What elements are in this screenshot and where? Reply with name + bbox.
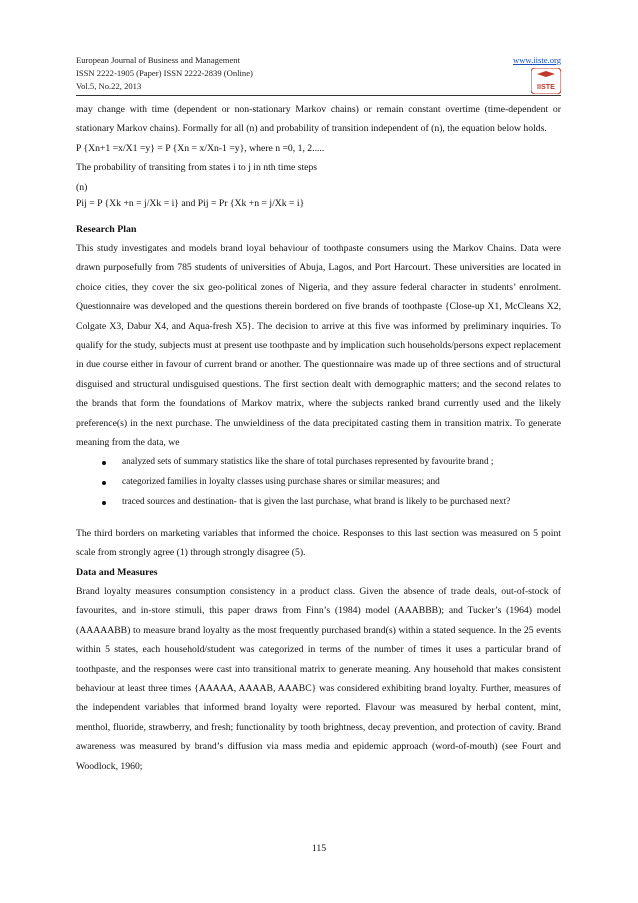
svg-text:IISTE: IISTE <box>537 82 555 91</box>
list-item: analyzed sets of summary statistics like the share of total purchases represented by favourite brand ; <box>102 453 561 472</box>
data-measures-heading: Data and Measures <box>76 566 158 578</box>
intro-paragraph: may change with time (dependent or non-stationary Markov chains) or remain constant overtime (time-dependent or stationary Markov chains). Formally for all (n) and probability of transition independent of (n), the equation below holds. <box>76 104 561 135</box>
journal-title: European Journal of Business and Management <box>76 55 240 65</box>
equation-2-superscript: (n) <box>76 181 88 193</box>
research-plan-after: The third borders on marketing variables that informed the choice. Responses to this last section was measured on 5 point scale from strongly agree (1) through strongly disagree (5). <box>76 527 561 559</box>
equation-intro: The probability of transiting from states i to j in nth time steps <box>76 162 318 174</box>
bullet-icon <box>102 461 106 465</box>
analysis-list <box>76 453 561 513</box>
list-item: categorized families in loyalty classes using purchase shares or similar measures; and <box>102 473 561 492</box>
issn-line: ISSN 2222-1905 (Paper) ISSN 2222-2839 (Online) <box>76 68 253 78</box>
bullet-icon <box>102 501 106 505</box>
list-item: traced sources and destination- that is given the last purchase, what brand is likely to be purchased next? <box>102 493 561 512</box>
research-plan-heading: Research Plan <box>76 223 137 235</box>
bullet-icon <box>102 481 106 485</box>
page-header <box>76 54 561 93</box>
equation-1: P {Xn+1 =x/X1 =y} = P {Xn = x/Xn-1 =y}, where n =0, 1, 2..... <box>76 142 325 154</box>
page-number: 115 <box>311 843 327 854</box>
data-measures-paragraph: Brand loyalty measures consumption consistency in a product class. Given the absence of trade deals, out-of-stock of favourites, and in-store stimuli, this paper draws from Finn’s (1984) model (AAABBB); and Tucker’s (1964) model (AAAAABB) to measure brand loyalty as the most frequently purchased brand(s) within a stated sequence. In the 25 events within 5 states, each household/student was categorized in terms of the number of times it uses a particular brand of toothpaste, and the responses were cast into transitional matrix to generate meaning. Any household that makes consistent behaviour at least three times {AAAAA, AAAAB, AAABC} was considered exhibiting brand loyalty. Further, measures of the independent variables that informed brand loyalty were reported. Flavour was measured by herbal content, mint, menthol, fluoride, strawberry, and fresh; functionality by tooth brightness, decay prevention, and protection of cavity. Brand awareness was measured by brand’s diffusion via mass media and epidemic approach (word-of-mouth) (see Fourt and Woodlock, 1960; <box>76 585 561 772</box>
article-body <box>76 100 561 776</box>
journal-url-link[interactable]: www.iiste.org <box>513 55 561 65</box>
volume-line: Vol.5, No.22, 2013 <box>76 81 142 91</box>
iiste-logo <box>531 68 561 94</box>
research-plan-paragraph: This study investigates and models brand loyal behaviour of toothpaste consumers using the Markov Chains. Data were drawn purposefully from 785 students of universities of Abuja, Lagos, and Port Harcourt. These universities are located in choice cities, they cover the six geo-political zones of Nigeria, and they assure federal character in students’ enrolment. Questionnaire was developed and the questions therein bordered on five brands of toothpaste {Close-up X1, McCleans X2, Colgate X3, Dabur X4, and Aqua-fresh X5}. The decision to arrive at this five was informed by preliminary inquiries. To qualify for the study, subjects must at present use toothpaste and by implication such households/persons expect replacement in due course either in favour of current brand or another. The questionnaire was made up of three sections and of structural disguised and structural undisguised questions. The first section dealt with demographic matters; and the second relates to the brands that form the foundations of Markov matrix, where the subjects ranked brand currently used and the likely preference(s) in the next purchase. The unwieldiness of the data precipitated casting them in transition matrix. To generate meaning from the data, we <box>76 243 561 449</box>
equation-2: Pij = P {Xk +n = j/Xk = i} and Pij = Pr {Xk +n = j/Xk = i} <box>76 197 305 209</box>
header-rule <box>76 95 561 96</box>
